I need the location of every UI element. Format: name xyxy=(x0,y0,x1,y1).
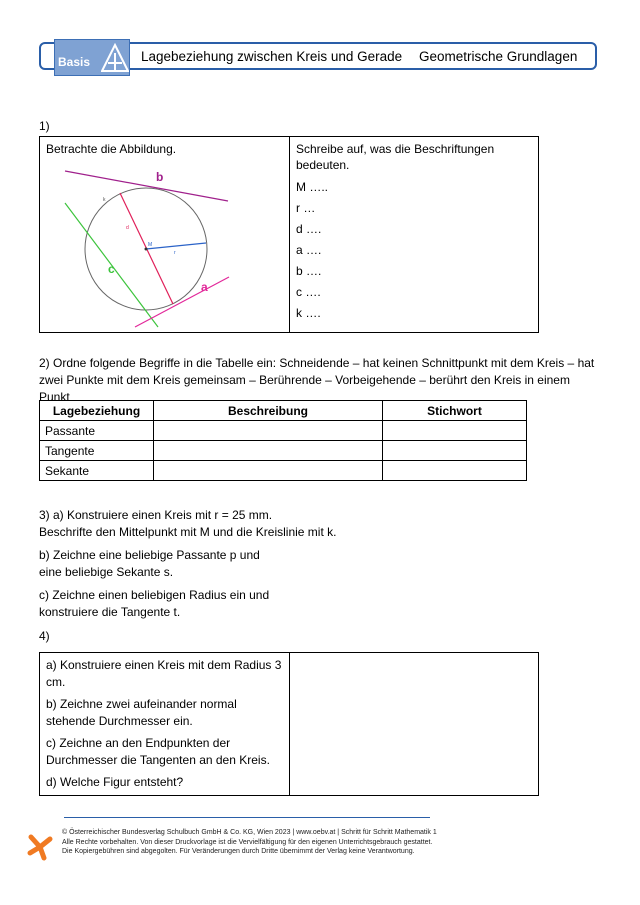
row-label-tangente: Tangente xyxy=(40,441,154,461)
task4-b: b) Zeichne zwei aufeinander normal stehende Durchmesser ein. xyxy=(46,697,237,728)
col-header-lagebeziehung: Lagebeziehung xyxy=(40,401,154,421)
label-b: b xyxy=(156,170,164,184)
task3-a-line1: 3) a) Konstruiere einen Kreis mit r = 25 mm. xyxy=(39,508,273,522)
label-k: k xyxy=(103,197,106,203)
table-row xyxy=(40,441,527,461)
task4-a: a) Konstruiere einen Kreis mit dem Radius 3 cm. xyxy=(46,658,282,689)
task3-block xyxy=(39,507,336,621)
task1-table xyxy=(39,136,539,333)
task1-number: 1) xyxy=(39,119,50,133)
answer-line-a: a …. xyxy=(296,243,322,257)
col-header-stichwort: Stichwort xyxy=(383,401,527,421)
task1-answer-cell xyxy=(290,137,539,333)
line-b xyxy=(65,171,228,201)
task4-instructions-cell xyxy=(40,653,290,796)
table-row xyxy=(40,421,527,441)
task1-figure-cell xyxy=(40,137,290,333)
col-header-beschreibung: Beschreibung xyxy=(154,401,383,421)
task4-drawing-cell xyxy=(290,653,539,796)
task4-c: c) Zeichne an den Endpunkten der Durchmesser die Tangenten an den Kreis. xyxy=(46,736,270,767)
answer-line-M: M ….. xyxy=(296,180,328,194)
task3-a-line2: Beschrifte den Mittelpunkt mit M und die Kreislinie mit k. xyxy=(39,525,337,539)
answer-line-b: b …. xyxy=(296,264,322,278)
footer-copyright: © Österreichischer Bundesverlag Schulbuch GmbH & Co. KG, Wien 2023 | www.oebv.at | Schritt für Schritt Mathematik 1 Alle Rechte vorbehalten. Von dieser Druckvorlage ist die Vervielfältigung für den eigenen Unterrichtsgebrauch gestattet. Die Kopiergebühren sind abgegolten. Für Veränderungen durch Dritte übernimmt der Verlag keine Verantwortung. xyxy=(62,829,437,856)
row-label-sekante: Sekante xyxy=(40,461,154,481)
page-title: Lagebeziehung zwischen Kreis und Gerade xyxy=(141,49,403,64)
label-r: r xyxy=(174,250,176,256)
task4-table xyxy=(39,652,539,796)
task2-prompt: 2) Ordne folgende Begriffe in die Tabelle ein: Schneidende – hat keinen Schnittpunkt mit dem Kreis – hat zwei Punkte mit dem Kreis gemeinsam – Berührende – Vorbeigehende – berührt den Kreis in einem Punkt xyxy=(39,356,595,404)
label-d: d xyxy=(126,225,129,231)
logo-text: Basis xyxy=(58,55,91,69)
circle-figure xyxy=(40,161,280,331)
answer-line-k: k …. xyxy=(296,306,321,320)
task3-b-line1: b) Zeichne eine beliebige Passante p und xyxy=(39,548,260,562)
task1-instruction: Schreibe auf, was die Beschriftungen bedeuten. xyxy=(296,142,495,172)
task2-table xyxy=(39,400,527,481)
footer-rule xyxy=(64,817,430,818)
logo-triangle-icon xyxy=(101,43,129,73)
task4-number: 4) xyxy=(39,629,50,643)
table-row xyxy=(40,461,527,481)
publisher-logo-icon xyxy=(26,833,54,861)
label-M: M xyxy=(148,242,153,248)
label-c: c xyxy=(108,262,115,276)
answer-line-r: r … xyxy=(296,201,316,215)
subject-title: Geometrische Grundlagen xyxy=(419,49,578,64)
line-a xyxy=(135,277,229,327)
task1-prompt: Betrachte die Abbildung. xyxy=(46,142,177,156)
task3-c-line1: c) Zeichne einen beliebigen Radius ein und xyxy=(39,588,270,602)
label-a: a xyxy=(201,280,208,294)
answer-line-d: d …. xyxy=(296,222,322,236)
radius-r xyxy=(146,243,206,249)
task3-c-line2: konstruiere die Tangente t. xyxy=(39,605,181,619)
answer-line-c: c …. xyxy=(296,285,321,299)
task4-d: d) Welche Figur entsteht? xyxy=(46,775,184,789)
row-label-passante: Passante xyxy=(40,421,154,441)
task3-b-line2: eine beliebige Sekante s. xyxy=(39,565,174,579)
